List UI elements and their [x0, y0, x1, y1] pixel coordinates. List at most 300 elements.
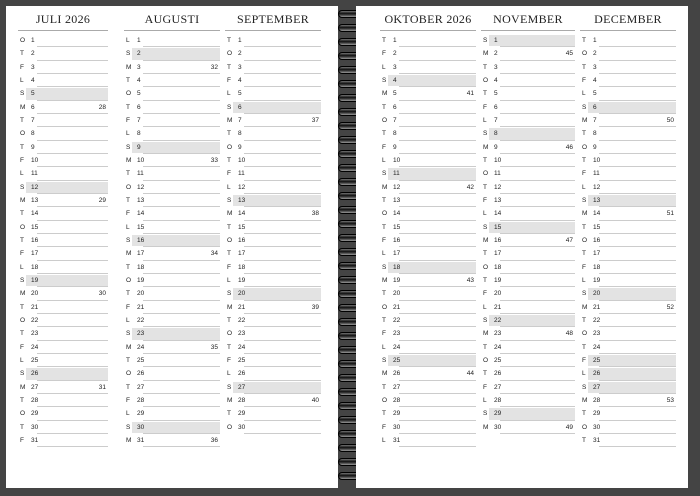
day-row[interactable] — [580, 341, 676, 354]
day-row[interactable] — [380, 61, 476, 74]
day-row[interactable] — [481, 181, 575, 194]
day-row[interactable] — [380, 287, 476, 300]
day-number: 11 — [137, 170, 144, 178]
weekday-label: F — [126, 116, 130, 124]
day-row[interactable] — [18, 194, 108, 207]
day-row[interactable] — [124, 74, 220, 87]
title-rule — [18, 30, 108, 31]
weekday-label: T — [582, 410, 586, 418]
day-row[interactable] — [225, 207, 321, 220]
day-row[interactable] — [124, 127, 220, 140]
day-row[interactable] — [225, 74, 321, 87]
day-number: 29 — [137, 410, 145, 418]
weekday-label: L — [20, 356, 24, 364]
day-row[interactable] — [481, 407, 575, 420]
day-row[interactable] — [18, 87, 108, 100]
day-number: 27 — [137, 383, 145, 391]
day-row[interactable] — [380, 341, 476, 354]
weekday-label: F — [582, 356, 586, 364]
weekend-shade — [132, 48, 220, 59]
day-number: 27 — [593, 383, 601, 391]
left-page — [6, 6, 338, 488]
day-number: 24 — [31, 343, 39, 351]
day-row[interactable] — [225, 141, 321, 154]
day-row[interactable] — [580, 394, 676, 407]
day-row[interactable] — [580, 194, 676, 207]
day-row[interactable] — [124, 274, 220, 287]
weekday-label: T — [126, 290, 130, 298]
day-row[interactable] — [481, 221, 575, 234]
day-row[interactable] — [380, 301, 476, 314]
day-row[interactable] — [380, 194, 476, 207]
day-row[interactable] — [18, 421, 108, 434]
weekday-label: S — [382, 76, 387, 84]
day-row[interactable] — [580, 354, 676, 367]
day-number: 2 — [593, 50, 597, 58]
day-row[interactable] — [580, 61, 676, 74]
week-number: 53 — [666, 396, 674, 404]
day-row[interactable] — [580, 301, 676, 314]
title-rule — [580, 30, 676, 31]
day-row[interactable] — [481, 367, 575, 380]
weekday-label: S — [20, 276, 25, 284]
weekday-label: T — [382, 290, 386, 298]
day-row[interactable] — [580, 127, 676, 140]
day-row[interactable] — [124, 354, 220, 367]
day-row[interactable] — [580, 381, 676, 394]
weekday-label: M — [227, 210, 233, 218]
day-row[interactable] — [18, 141, 108, 154]
day-row[interactable] — [481, 207, 575, 220]
day-row[interactable] — [380, 407, 476, 420]
day-number: 29 — [593, 410, 601, 418]
day-number: 16 — [31, 236, 39, 244]
week-number: 29 — [98, 196, 106, 204]
day-row[interactable] — [481, 301, 575, 314]
day-row[interactable] — [124, 101, 220, 114]
day-row[interactable] — [481, 381, 575, 394]
day-number: 19 — [238, 276, 246, 284]
day-row[interactable] — [225, 287, 321, 300]
weekday-label: S — [20, 90, 25, 98]
title-rule — [380, 30, 476, 31]
weekday-label: O — [382, 116, 388, 124]
day-number: 5 — [593, 90, 597, 98]
day-row[interactable] — [380, 327, 476, 340]
day-row[interactable] — [580, 287, 676, 300]
day-number: 19 — [494, 276, 502, 284]
day-row[interactable] — [225, 301, 321, 314]
day-row[interactable] — [380, 34, 476, 47]
day-number: 30 — [494, 423, 502, 431]
day-row[interactable] — [124, 327, 220, 340]
weekday-label: O — [20, 316, 26, 324]
day-row[interactable] — [481, 127, 575, 140]
day-row[interactable] — [18, 114, 108, 127]
weekday-label: M — [20, 103, 26, 111]
weekday-label: F — [126, 303, 130, 311]
day-number: 25 — [494, 356, 502, 364]
day-row[interactable] — [580, 141, 676, 154]
writing-line — [37, 446, 108, 447]
day-number: 9 — [494, 143, 498, 151]
weekday-label: F — [382, 143, 386, 151]
day-row[interactable] — [580, 234, 676, 247]
day-row[interactable] — [225, 354, 321, 367]
day-row[interactable] — [18, 287, 108, 300]
day-row[interactable] — [18, 354, 108, 367]
day-row[interactable] — [225, 181, 321, 194]
day-row[interactable] — [481, 261, 575, 274]
day-row[interactable] — [124, 261, 220, 274]
weekday-label: T — [483, 250, 487, 258]
weekday-label: F — [20, 156, 24, 164]
day-row[interactable] — [380, 101, 476, 114]
day-row[interactable] — [380, 167, 476, 180]
day-number: 26 — [31, 370, 39, 378]
day-row[interactable] — [580, 261, 676, 274]
day-row[interactable] — [481, 87, 575, 100]
day-row[interactable] — [124, 247, 220, 260]
day-row[interactable] — [18, 394, 108, 407]
month-title: OKTOBER 2026 — [384, 12, 472, 26]
day-row[interactable] — [18, 47, 108, 60]
weekday-label: S — [483, 316, 488, 324]
day-row[interactable] — [380, 154, 476, 167]
day-number: 26 — [393, 370, 401, 378]
day-number: 27 — [31, 383, 39, 391]
day-row[interactable] — [580, 101, 676, 114]
day-row[interactable] — [380, 221, 476, 234]
day-row[interactable] — [580, 274, 676, 287]
day-row[interactable] — [18, 341, 108, 354]
weekday-label: M — [20, 196, 26, 204]
weekday-label: L — [382, 63, 386, 71]
day-number: 29 — [238, 410, 246, 418]
day-row[interactable] — [18, 221, 108, 234]
day-number: 5 — [494, 90, 498, 98]
weekend-shade — [132, 235, 220, 246]
day-row[interactable] — [124, 167, 220, 180]
day-row[interactable] — [225, 34, 321, 47]
day-row[interactable] — [124, 381, 220, 394]
day-row[interactable] — [580, 221, 676, 234]
day-row[interactable] — [225, 154, 321, 167]
weekday-label: S — [126, 423, 131, 431]
day-row[interactable] — [124, 221, 220, 234]
day-number: 25 — [393, 356, 401, 364]
day-number: 3 — [137, 63, 141, 71]
day-row[interactable] — [124, 341, 220, 354]
weekend-shade — [26, 182, 108, 193]
day-number: 7 — [593, 116, 597, 124]
day-row[interactable] — [481, 154, 575, 167]
day-row[interactable] — [481, 194, 575, 207]
weekday-label: O — [227, 423, 233, 431]
day-row[interactable] — [18, 207, 108, 220]
day-row[interactable] — [225, 394, 321, 407]
day-row[interactable] — [225, 327, 321, 340]
day-row[interactable] — [225, 221, 321, 234]
day-row[interactable] — [124, 367, 220, 380]
day-number: 6 — [31, 103, 35, 111]
day-row[interactable] — [580, 87, 676, 100]
day-row[interactable] — [124, 407, 220, 420]
day-row[interactable] — [380, 381, 476, 394]
day-row[interactable] — [124, 181, 220, 194]
day-row[interactable] — [18, 407, 108, 420]
weekday-label: O — [227, 330, 233, 338]
day-row[interactable] — [124, 287, 220, 300]
weekday-label: F — [227, 170, 231, 178]
day-row[interactable] — [481, 74, 575, 87]
day-row[interactable] — [18, 301, 108, 314]
day-row[interactable] — [225, 421, 321, 434]
day-row[interactable] — [481, 394, 575, 407]
day-row[interactable] — [380, 274, 476, 287]
day-number: 6 — [137, 103, 141, 111]
day-row[interactable] — [580, 181, 676, 194]
weekday-label: F — [20, 63, 24, 71]
day-row[interactable] — [481, 341, 575, 354]
day-number: 27 — [238, 383, 246, 391]
day-row[interactable] — [580, 421, 676, 434]
day-row[interactable] — [481, 114, 575, 127]
day-row[interactable] — [225, 61, 321, 74]
weekday-label: O — [20, 410, 26, 418]
day-row[interactable] — [380, 181, 476, 194]
day-row[interactable] — [481, 101, 575, 114]
day-row[interactable] — [580, 314, 676, 327]
day-number: 8 — [593, 130, 597, 138]
day-row[interactable] — [124, 61, 220, 74]
day-number: 10 — [137, 156, 145, 164]
day-row[interactable] — [481, 34, 575, 47]
weekday-label: T — [483, 343, 487, 351]
day-row[interactable] — [124, 47, 220, 60]
day-row[interactable] — [580, 47, 676, 60]
weekday-label: L — [382, 156, 386, 164]
day-row[interactable] — [380, 114, 476, 127]
weekend-shade — [588, 382, 676, 393]
day-row[interactable] — [18, 327, 108, 340]
day-row[interactable] — [124, 87, 220, 100]
day-row[interactable] — [225, 87, 321, 100]
day-row[interactable] — [580, 114, 676, 127]
day-row[interactable] — [225, 247, 321, 260]
day-row[interactable] — [380, 394, 476, 407]
day-row[interactable] — [380, 434, 476, 447]
day-row[interactable] — [18, 167, 108, 180]
week-number: 28 — [98, 103, 106, 111]
weekday-label: T — [126, 196, 130, 204]
day-row[interactable] — [18, 74, 108, 87]
day-row[interactable] — [18, 247, 108, 260]
weekday-label: O — [483, 170, 489, 178]
day-row[interactable] — [225, 261, 321, 274]
day-row[interactable] — [225, 407, 321, 420]
weekday-label: T — [582, 223, 586, 231]
day-row[interactable] — [580, 167, 676, 180]
day-row[interactable] — [481, 287, 575, 300]
day-row[interactable] — [124, 141, 220, 154]
day-row[interactable] — [481, 247, 575, 260]
day-row[interactable] — [18, 154, 108, 167]
day-row[interactable] — [580, 74, 676, 87]
day-row[interactable] — [580, 34, 676, 47]
weekday-label: F — [382, 50, 386, 58]
weekday-label: O — [582, 330, 588, 338]
weekday-label: M — [227, 116, 233, 124]
day-row[interactable] — [18, 367, 108, 380]
day-row[interactable] — [18, 314, 108, 327]
week-number: 50 — [666, 116, 674, 124]
weekday-label: T — [227, 156, 231, 164]
day-row[interactable] — [124, 394, 220, 407]
title-rule — [481, 30, 575, 31]
day-row[interactable] — [18, 434, 108, 447]
weekday-label: O — [227, 236, 233, 244]
day-number: 16 — [494, 236, 502, 244]
weekday-label: T — [20, 236, 24, 244]
weekday-label: M — [126, 436, 132, 444]
day-row[interactable] — [380, 74, 476, 87]
day-number: 13 — [393, 196, 401, 204]
day-row[interactable] — [380, 247, 476, 260]
day-row[interactable] — [225, 341, 321, 354]
day-row[interactable] — [380, 421, 476, 434]
day-row[interactable] — [481, 234, 575, 247]
day-row[interactable] — [225, 101, 321, 114]
weekday-label: T — [126, 170, 130, 178]
day-row[interactable] — [124, 421, 220, 434]
day-row[interactable] — [225, 367, 321, 380]
day-row[interactable] — [225, 381, 321, 394]
weekday-label: T — [582, 343, 586, 351]
day-row[interactable] — [481, 61, 575, 74]
day-row[interactable] — [124, 434, 220, 447]
day-row[interactable] — [124, 194, 220, 207]
day-row[interactable] — [18, 381, 108, 394]
day-row[interactable] — [380, 207, 476, 220]
day-row[interactable] — [580, 367, 676, 380]
day-number: 15 — [494, 223, 502, 231]
weekday-label: L — [126, 37, 130, 44]
day-row[interactable] — [380, 367, 476, 380]
day-row[interactable] — [380, 141, 476, 154]
day-number: 1 — [31, 37, 35, 44]
weekday-label: F — [227, 263, 231, 271]
day-row[interactable] — [124, 234, 220, 247]
day-row[interactable] — [580, 154, 676, 167]
day-row[interactable] — [380, 314, 476, 327]
day-row[interactable] — [18, 127, 108, 140]
day-row[interactable] — [481, 354, 575, 367]
day-number: 4 — [593, 76, 597, 84]
day-row[interactable] — [225, 47, 321, 60]
day-number: 3 — [238, 63, 242, 71]
day-row[interactable] — [481, 141, 575, 154]
day-row[interactable] — [481, 274, 575, 287]
day-row[interactable] — [18, 181, 108, 194]
day-row[interactable] — [580, 407, 676, 420]
day-row[interactable] — [481, 421, 575, 434]
day-row[interactable] — [18, 261, 108, 274]
day-row[interactable] — [225, 167, 321, 180]
day-row[interactable] — [225, 274, 321, 287]
week-number: 38 — [311, 210, 319, 218]
day-row[interactable] — [225, 127, 321, 140]
day-row[interactable] — [580, 327, 676, 340]
day-row[interactable] — [580, 247, 676, 260]
day-row[interactable] — [481, 167, 575, 180]
day-row[interactable] — [481, 47, 575, 60]
day-number: 10 — [238, 156, 246, 164]
day-row[interactable] — [580, 434, 676, 447]
weekday-label: M — [382, 276, 388, 284]
day-row[interactable] — [481, 314, 575, 327]
day-number: 1 — [137, 37, 141, 44]
day-row[interactable] — [124, 301, 220, 314]
weekday-label: O — [483, 263, 489, 271]
day-row[interactable] — [481, 327, 575, 340]
week-number: 48 — [565, 330, 573, 338]
day-row[interactable] — [580, 207, 676, 220]
day-number: 23 — [238, 330, 246, 338]
day-row[interactable] — [380, 354, 476, 367]
weekday-label: O — [382, 396, 388, 404]
day-number: 17 — [31, 250, 39, 258]
weekday-label: M — [382, 183, 388, 191]
day-row[interactable] — [225, 114, 321, 127]
day-number: 13 — [494, 196, 502, 204]
day-row[interactable] — [18, 101, 108, 114]
day-number: 11 — [393, 170, 400, 178]
month-column — [124, 12, 220, 447]
week-number: 36 — [210, 436, 218, 444]
weekday-label: F — [382, 236, 386, 244]
day-row[interactable] — [124, 314, 220, 327]
day-row[interactable] — [380, 47, 476, 60]
day-row[interactable] — [124, 114, 220, 127]
day-row[interactable] — [18, 234, 108, 247]
weekday-label: M — [582, 396, 588, 404]
day-row[interactable] — [124, 34, 220, 47]
day-row[interactable] — [124, 154, 220, 167]
day-row[interactable] — [225, 194, 321, 207]
weekday-label: M — [582, 303, 588, 311]
weekday-label: O — [20, 37, 26, 44]
day-row[interactable] — [18, 34, 108, 47]
month-column — [18, 12, 108, 447]
day-row[interactable] — [380, 261, 476, 274]
weekend-shade — [233, 288, 321, 299]
day-row[interactable] — [380, 87, 476, 100]
day-number: 22 — [238, 316, 246, 324]
day-row[interactable] — [18, 61, 108, 74]
day-row[interactable] — [124, 207, 220, 220]
day-row[interactable] — [18, 274, 108, 287]
day-row[interactable] — [225, 314, 321, 327]
weekday-label: O — [20, 130, 26, 138]
day-number: 26 — [593, 370, 601, 378]
day-row[interactable] — [380, 127, 476, 140]
day-row[interactable] — [380, 234, 476, 247]
day-number: 24 — [393, 343, 401, 351]
day-number: 24 — [494, 343, 502, 351]
day-number: 31 — [31, 436, 39, 444]
day-row[interactable] — [225, 234, 321, 247]
